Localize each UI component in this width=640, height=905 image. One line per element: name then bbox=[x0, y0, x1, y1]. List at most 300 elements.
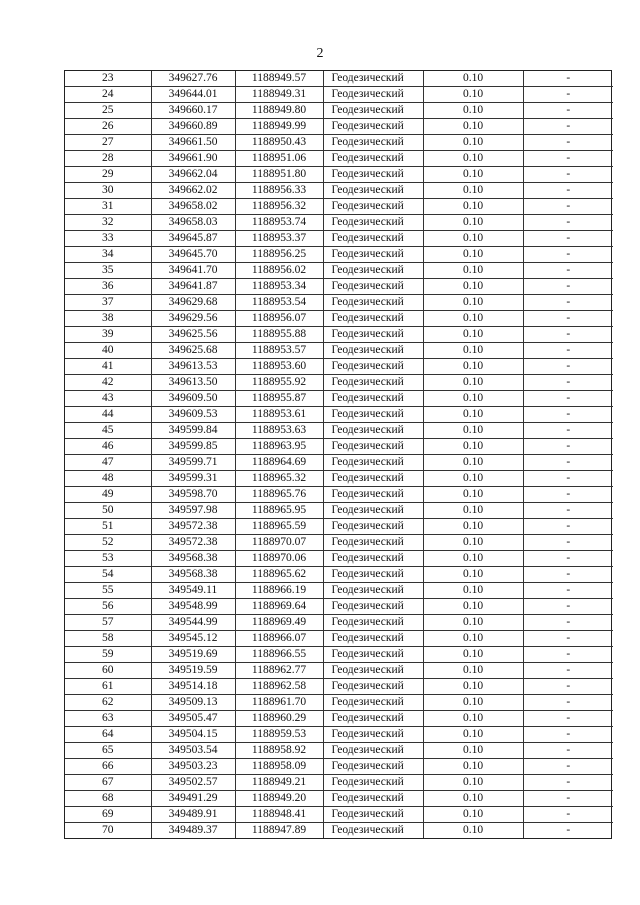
note-cell: - bbox=[523, 327, 613, 343]
y-coordinate-cell: 1188950.43 bbox=[235, 135, 323, 151]
note-cell: - bbox=[523, 119, 613, 135]
accuracy-cell: 0.10 bbox=[423, 279, 523, 295]
table-row bbox=[65, 375, 613, 391]
y-coordinate-cell: 1188961.70 bbox=[235, 695, 323, 711]
point-number-cell: 47 bbox=[65, 455, 151, 471]
accuracy-cell: 0.10 bbox=[423, 359, 523, 375]
table-row bbox=[65, 311, 613, 327]
table-row bbox=[65, 775, 613, 791]
x-coordinate-cell: 349509.13 bbox=[151, 695, 235, 711]
method-cell: Геодезический bbox=[323, 455, 423, 471]
y-coordinate-cell: 1188970.07 bbox=[235, 535, 323, 551]
note-cell: - bbox=[523, 631, 613, 647]
note-cell: - bbox=[523, 615, 613, 631]
accuracy-cell: 0.10 bbox=[423, 535, 523, 551]
y-coordinate-cell: 1188960.29 bbox=[235, 711, 323, 727]
table-row bbox=[65, 807, 613, 823]
point-number-cell: 34 bbox=[65, 247, 151, 263]
y-coordinate-cell: 1188965.62 bbox=[235, 567, 323, 583]
point-number-cell: 52 bbox=[65, 535, 151, 551]
x-coordinate-cell: 349519.59 bbox=[151, 663, 235, 679]
accuracy-cell: 0.10 bbox=[423, 471, 523, 487]
method-cell: Геодезический bbox=[323, 247, 423, 263]
table-row bbox=[65, 439, 613, 455]
y-coordinate-cell: 1188962.58 bbox=[235, 679, 323, 695]
accuracy-cell: 0.10 bbox=[423, 679, 523, 695]
note-cell: - bbox=[523, 455, 613, 471]
table-row bbox=[65, 503, 613, 519]
y-coordinate-cell: 1188969.49 bbox=[235, 615, 323, 631]
method-cell: Геодезический bbox=[323, 567, 423, 583]
note-cell: - bbox=[523, 695, 613, 711]
point-number-cell: 26 bbox=[65, 119, 151, 135]
accuracy-cell: 0.10 bbox=[423, 183, 523, 199]
y-coordinate-cell: 1188949.80 bbox=[235, 103, 323, 119]
accuracy-cell: 0.10 bbox=[423, 375, 523, 391]
method-cell: Геодезический bbox=[323, 263, 423, 279]
y-coordinate-cell: 1188965.95 bbox=[235, 503, 323, 519]
point-number-cell: 33 bbox=[65, 231, 151, 247]
y-coordinate-cell: 1188966.55 bbox=[235, 647, 323, 663]
table-row bbox=[65, 743, 613, 759]
accuracy-cell: 0.10 bbox=[423, 807, 523, 823]
method-cell: Геодезический bbox=[323, 743, 423, 759]
table-row bbox=[65, 119, 613, 135]
method-cell: Геодезический bbox=[323, 71, 423, 87]
point-number-cell: 36 bbox=[65, 279, 151, 295]
table-row bbox=[65, 215, 613, 231]
point-number-cell: 53 bbox=[65, 551, 151, 567]
method-cell: Геодезический bbox=[323, 487, 423, 503]
y-coordinate-cell: 1188948.41 bbox=[235, 807, 323, 823]
method-cell: Геодезический bbox=[323, 87, 423, 103]
x-coordinate-cell: 349548.99 bbox=[151, 599, 235, 615]
table-row bbox=[65, 343, 613, 359]
note-cell: - bbox=[523, 711, 613, 727]
method-cell: Геодезический bbox=[323, 407, 423, 423]
note-cell: - bbox=[523, 663, 613, 679]
point-number-cell: 49 bbox=[65, 487, 151, 503]
accuracy-cell: 0.10 bbox=[423, 391, 523, 407]
accuracy-cell: 0.10 bbox=[423, 231, 523, 247]
table-row bbox=[65, 135, 613, 151]
y-coordinate-cell: 1188966.19 bbox=[235, 583, 323, 599]
y-coordinate-cell: 1188953.60 bbox=[235, 359, 323, 375]
table-row bbox=[65, 727, 613, 743]
x-coordinate-cell: 349503.23 bbox=[151, 759, 235, 775]
point-number-cell: 28 bbox=[65, 151, 151, 167]
note-cell: - bbox=[523, 199, 613, 215]
point-number-cell: 25 bbox=[65, 103, 151, 119]
point-number-cell: 43 bbox=[65, 391, 151, 407]
x-coordinate-cell: 349572.38 bbox=[151, 519, 235, 535]
x-coordinate-cell: 349568.38 bbox=[151, 567, 235, 583]
point-number-cell: 61 bbox=[65, 679, 151, 695]
note-cell: - bbox=[523, 375, 613, 391]
x-coordinate-cell: 349658.03 bbox=[151, 215, 235, 231]
table-row bbox=[65, 759, 613, 775]
x-coordinate-cell: 349597.98 bbox=[151, 503, 235, 519]
point-number-cell: 67 bbox=[65, 775, 151, 791]
method-cell: Геодезический bbox=[323, 775, 423, 791]
note-cell: - bbox=[523, 743, 613, 759]
note-cell: - bbox=[523, 679, 613, 695]
method-cell: Геодезический bbox=[323, 647, 423, 663]
y-coordinate-cell: 1188955.92 bbox=[235, 375, 323, 391]
note-cell: - bbox=[523, 647, 613, 663]
point-number-cell: 63 bbox=[65, 711, 151, 727]
x-coordinate-cell: 349545.12 bbox=[151, 631, 235, 647]
accuracy-cell: 0.10 bbox=[423, 343, 523, 359]
note-cell: - bbox=[523, 775, 613, 791]
note-cell: - bbox=[523, 231, 613, 247]
y-coordinate-cell: 1188962.77 bbox=[235, 663, 323, 679]
point-number-cell: 24 bbox=[65, 87, 151, 103]
accuracy-cell: 0.10 bbox=[423, 583, 523, 599]
y-coordinate-cell: 1188966.07 bbox=[235, 631, 323, 647]
accuracy-cell: 0.10 bbox=[423, 647, 523, 663]
x-coordinate-cell: 349609.53 bbox=[151, 407, 235, 423]
table-row bbox=[65, 519, 613, 535]
x-coordinate-cell: 349505.47 bbox=[151, 711, 235, 727]
accuracy-cell: 0.10 bbox=[423, 567, 523, 583]
accuracy-cell: 0.10 bbox=[423, 663, 523, 679]
y-coordinate-cell: 1188956.07 bbox=[235, 311, 323, 327]
point-number-cell: 29 bbox=[65, 167, 151, 183]
table-row bbox=[65, 615, 613, 631]
note-cell: - bbox=[523, 135, 613, 151]
point-number-cell: 59 bbox=[65, 647, 151, 663]
point-number-cell: 41 bbox=[65, 359, 151, 375]
table-row bbox=[65, 631, 613, 647]
accuracy-cell: 0.10 bbox=[423, 199, 523, 215]
method-cell: Геодезический bbox=[323, 599, 423, 615]
point-number-cell: 35 bbox=[65, 263, 151, 279]
x-coordinate-cell: 349625.56 bbox=[151, 327, 235, 343]
accuracy-cell: 0.10 bbox=[423, 167, 523, 183]
point-number-cell: 46 bbox=[65, 439, 151, 455]
method-cell: Геодезический bbox=[323, 471, 423, 487]
table-row bbox=[65, 103, 613, 119]
x-coordinate-cell: 349658.02 bbox=[151, 199, 235, 215]
note-cell: - bbox=[523, 599, 613, 615]
y-coordinate-cell: 1188953.37 bbox=[235, 231, 323, 247]
accuracy-cell: 0.10 bbox=[423, 327, 523, 343]
x-coordinate-cell: 349572.38 bbox=[151, 535, 235, 551]
method-cell: Геодезический bbox=[323, 279, 423, 295]
y-coordinate-cell: 1188965.76 bbox=[235, 487, 323, 503]
note-cell: - bbox=[523, 87, 613, 103]
y-coordinate-cell: 1188958.92 bbox=[235, 743, 323, 759]
note-cell: - bbox=[523, 183, 613, 199]
x-coordinate-cell: 349599.71 bbox=[151, 455, 235, 471]
y-coordinate-cell: 1188965.32 bbox=[235, 471, 323, 487]
note-cell: - bbox=[523, 279, 613, 295]
y-coordinate-cell: 1188949.99 bbox=[235, 119, 323, 135]
table-row bbox=[65, 567, 613, 583]
x-coordinate-cell: 349568.38 bbox=[151, 551, 235, 567]
accuracy-cell: 0.10 bbox=[423, 103, 523, 119]
note-cell: - bbox=[523, 423, 613, 439]
x-coordinate-cell: 349514.18 bbox=[151, 679, 235, 695]
point-number-cell: 40 bbox=[65, 343, 151, 359]
y-coordinate-cell: 1188959.53 bbox=[235, 727, 323, 743]
method-cell: Геодезический bbox=[323, 375, 423, 391]
accuracy-cell: 0.10 bbox=[423, 775, 523, 791]
accuracy-cell: 0.10 bbox=[423, 823, 523, 839]
table-row bbox=[65, 199, 613, 215]
table-row bbox=[65, 407, 613, 423]
x-coordinate-cell: 349491.29 bbox=[151, 791, 235, 807]
x-coordinate-cell: 349502.57 bbox=[151, 775, 235, 791]
method-cell: Геодезический bbox=[323, 807, 423, 823]
page-number: 2 bbox=[316, 46, 324, 61]
table-row bbox=[65, 711, 613, 727]
table-row bbox=[65, 679, 613, 695]
point-number-cell: 30 bbox=[65, 183, 151, 199]
accuracy-cell: 0.10 bbox=[423, 71, 523, 87]
accuracy-cell: 0.10 bbox=[423, 743, 523, 759]
accuracy-cell: 0.10 bbox=[423, 407, 523, 423]
note-cell: - bbox=[523, 167, 613, 183]
method-cell: Геодезический bbox=[323, 391, 423, 407]
y-coordinate-cell: 1188949.57 bbox=[235, 71, 323, 87]
y-coordinate-cell: 1188955.88 bbox=[235, 327, 323, 343]
point-number-cell: 37 bbox=[65, 295, 151, 311]
table-row bbox=[65, 359, 613, 375]
method-cell: Геодезический bbox=[323, 551, 423, 567]
method-cell: Геодезический bbox=[323, 167, 423, 183]
note-cell: - bbox=[523, 439, 613, 455]
x-coordinate-cell: 349599.85 bbox=[151, 439, 235, 455]
table-row bbox=[65, 423, 613, 439]
note-cell: - bbox=[523, 583, 613, 599]
note-cell: - bbox=[523, 487, 613, 503]
y-coordinate-cell: 1188953.74 bbox=[235, 215, 323, 231]
y-coordinate-cell: 1188949.31 bbox=[235, 87, 323, 103]
table-row bbox=[65, 247, 613, 263]
y-coordinate-cell: 1188951.80 bbox=[235, 167, 323, 183]
point-number-cell: 65 bbox=[65, 743, 151, 759]
y-coordinate-cell: 1188953.34 bbox=[235, 279, 323, 295]
accuracy-cell: 0.10 bbox=[423, 487, 523, 503]
y-coordinate-cell: 1188955.87 bbox=[235, 391, 323, 407]
table-row bbox=[65, 167, 613, 183]
method-cell: Геодезический bbox=[323, 103, 423, 119]
note-cell: - bbox=[523, 263, 613, 279]
note-cell: - bbox=[523, 343, 613, 359]
note-cell: - bbox=[523, 503, 613, 519]
note-cell: - bbox=[523, 759, 613, 775]
note-cell: - bbox=[523, 567, 613, 583]
point-number-cell: 56 bbox=[65, 599, 151, 615]
method-cell: Геодезический bbox=[323, 311, 423, 327]
table-row bbox=[65, 87, 613, 103]
method-cell: Геодезический bbox=[323, 199, 423, 215]
y-coordinate-cell: 1188953.57 bbox=[235, 343, 323, 359]
coordinates-table bbox=[65, 71, 613, 838]
accuracy-cell: 0.10 bbox=[423, 631, 523, 647]
y-coordinate-cell: 1188956.33 bbox=[235, 183, 323, 199]
note-cell: - bbox=[523, 535, 613, 551]
method-cell: Геодезический bbox=[323, 359, 423, 375]
point-number-cell: 48 bbox=[65, 471, 151, 487]
method-cell: Геодезический bbox=[323, 711, 423, 727]
table-row bbox=[65, 295, 613, 311]
note-cell: - bbox=[523, 791, 613, 807]
x-coordinate-cell: 349660.17 bbox=[151, 103, 235, 119]
x-coordinate-cell: 349599.31 bbox=[151, 471, 235, 487]
method-cell: Геодезический bbox=[323, 327, 423, 343]
point-number-cell: 45 bbox=[65, 423, 151, 439]
accuracy-cell: 0.10 bbox=[423, 711, 523, 727]
point-number-cell: 54 bbox=[65, 567, 151, 583]
point-number-cell: 68 bbox=[65, 791, 151, 807]
x-coordinate-cell: 349661.50 bbox=[151, 135, 235, 151]
x-coordinate-cell: 349625.68 bbox=[151, 343, 235, 359]
x-coordinate-cell: 349609.50 bbox=[151, 391, 235, 407]
point-number-cell: 50 bbox=[65, 503, 151, 519]
coordinates-table-wrapper bbox=[64, 70, 612, 839]
y-coordinate-cell: 1188953.63 bbox=[235, 423, 323, 439]
method-cell: Геодезический bbox=[323, 727, 423, 743]
point-number-cell: 32 bbox=[65, 215, 151, 231]
note-cell: - bbox=[523, 247, 613, 263]
note-cell: - bbox=[523, 359, 613, 375]
x-coordinate-cell: 349661.90 bbox=[151, 151, 235, 167]
point-number-cell: 31 bbox=[65, 199, 151, 215]
point-number-cell: 55 bbox=[65, 583, 151, 599]
method-cell: Геодезический bbox=[323, 791, 423, 807]
y-coordinate-cell: 1188951.06 bbox=[235, 151, 323, 167]
method-cell: Геодезический bbox=[323, 823, 423, 839]
method-cell: Геодезический bbox=[323, 295, 423, 311]
x-coordinate-cell: 349613.50 bbox=[151, 375, 235, 391]
note-cell: - bbox=[523, 807, 613, 823]
x-coordinate-cell: 349599.84 bbox=[151, 423, 235, 439]
table-row bbox=[65, 599, 613, 615]
method-cell: Геодезический bbox=[323, 439, 423, 455]
method-cell: Геодезический bbox=[323, 631, 423, 647]
table-row bbox=[65, 71, 613, 87]
accuracy-cell: 0.10 bbox=[423, 439, 523, 455]
x-coordinate-cell: 349660.89 bbox=[151, 119, 235, 135]
accuracy-cell: 0.10 bbox=[423, 151, 523, 167]
accuracy-cell: 0.10 bbox=[423, 599, 523, 615]
method-cell: Геодезический bbox=[323, 679, 423, 695]
y-coordinate-cell: 1188963.95 bbox=[235, 439, 323, 455]
note-cell: - bbox=[523, 407, 613, 423]
method-cell: Геодезический bbox=[323, 183, 423, 199]
point-number-cell: 69 bbox=[65, 807, 151, 823]
table-row bbox=[65, 471, 613, 487]
x-coordinate-cell: 349645.87 bbox=[151, 231, 235, 247]
point-number-cell: 42 bbox=[65, 375, 151, 391]
table-row bbox=[65, 663, 613, 679]
note-cell: - bbox=[523, 215, 613, 231]
method-cell: Геодезический bbox=[323, 151, 423, 167]
table-row bbox=[65, 263, 613, 279]
x-coordinate-cell: 349598.70 bbox=[151, 487, 235, 503]
method-cell: Геодезический bbox=[323, 759, 423, 775]
accuracy-cell: 0.10 bbox=[423, 759, 523, 775]
x-coordinate-cell: 349489.37 bbox=[151, 823, 235, 839]
point-number-cell: 38 bbox=[65, 311, 151, 327]
method-cell: Геодезический bbox=[323, 343, 423, 359]
y-coordinate-cell: 1188964.69 bbox=[235, 455, 323, 471]
method-cell: Геодезический bbox=[323, 503, 423, 519]
y-coordinate-cell: 1188949.20 bbox=[235, 791, 323, 807]
method-cell: Геодезический bbox=[323, 583, 423, 599]
y-coordinate-cell: 1188965.59 bbox=[235, 519, 323, 535]
point-number-cell: 70 bbox=[65, 823, 151, 839]
table-row bbox=[65, 327, 613, 343]
table-row bbox=[65, 535, 613, 551]
accuracy-cell: 0.10 bbox=[423, 791, 523, 807]
table-row bbox=[65, 455, 613, 471]
note-cell: - bbox=[523, 103, 613, 119]
table-row bbox=[65, 231, 613, 247]
point-number-cell: 57 bbox=[65, 615, 151, 631]
accuracy-cell: 0.10 bbox=[423, 311, 523, 327]
x-coordinate-cell: 349549.11 bbox=[151, 583, 235, 599]
accuracy-cell: 0.10 bbox=[423, 295, 523, 311]
method-cell: Геодезический bbox=[323, 231, 423, 247]
table-row bbox=[65, 695, 613, 711]
accuracy-cell: 0.10 bbox=[423, 263, 523, 279]
table-row bbox=[65, 551, 613, 567]
y-coordinate-cell: 1188953.54 bbox=[235, 295, 323, 311]
table-row bbox=[65, 391, 613, 407]
x-coordinate-cell: 349489.91 bbox=[151, 807, 235, 823]
x-coordinate-cell: 349641.87 bbox=[151, 279, 235, 295]
accuracy-cell: 0.10 bbox=[423, 119, 523, 135]
method-cell: Геодезический bbox=[323, 423, 423, 439]
method-cell: Геодезический bbox=[323, 135, 423, 151]
x-coordinate-cell: 349662.02 bbox=[151, 183, 235, 199]
x-coordinate-cell: 349629.68 bbox=[151, 295, 235, 311]
point-number-cell: 60 bbox=[65, 663, 151, 679]
point-number-cell: 66 bbox=[65, 759, 151, 775]
point-number-cell: 23 bbox=[65, 71, 151, 87]
method-cell: Геодезический bbox=[323, 663, 423, 679]
note-cell: - bbox=[523, 727, 613, 743]
method-cell: Геодезический bbox=[323, 215, 423, 231]
accuracy-cell: 0.10 bbox=[423, 87, 523, 103]
table-row bbox=[65, 647, 613, 663]
x-coordinate-cell: 349645.70 bbox=[151, 247, 235, 263]
point-number-cell: 58 bbox=[65, 631, 151, 647]
note-cell: - bbox=[523, 151, 613, 167]
note-cell: - bbox=[523, 471, 613, 487]
table-row bbox=[65, 583, 613, 599]
y-coordinate-cell: 1188970.06 bbox=[235, 551, 323, 567]
table-row bbox=[65, 791, 613, 807]
method-cell: Геодезический bbox=[323, 519, 423, 535]
table-row bbox=[65, 823, 613, 839]
accuracy-cell: 0.10 bbox=[423, 247, 523, 263]
x-coordinate-cell: 349504.15 bbox=[151, 727, 235, 743]
method-cell: Геодезический bbox=[323, 119, 423, 135]
table-row bbox=[65, 151, 613, 167]
y-coordinate-cell: 1188956.02 bbox=[235, 263, 323, 279]
y-coordinate-cell: 1188958.09 bbox=[235, 759, 323, 775]
table-row bbox=[65, 487, 613, 503]
accuracy-cell: 0.10 bbox=[423, 727, 523, 743]
note-cell: - bbox=[523, 71, 613, 87]
x-coordinate-cell: 349629.56 bbox=[151, 311, 235, 327]
point-number-cell: 64 bbox=[65, 727, 151, 743]
